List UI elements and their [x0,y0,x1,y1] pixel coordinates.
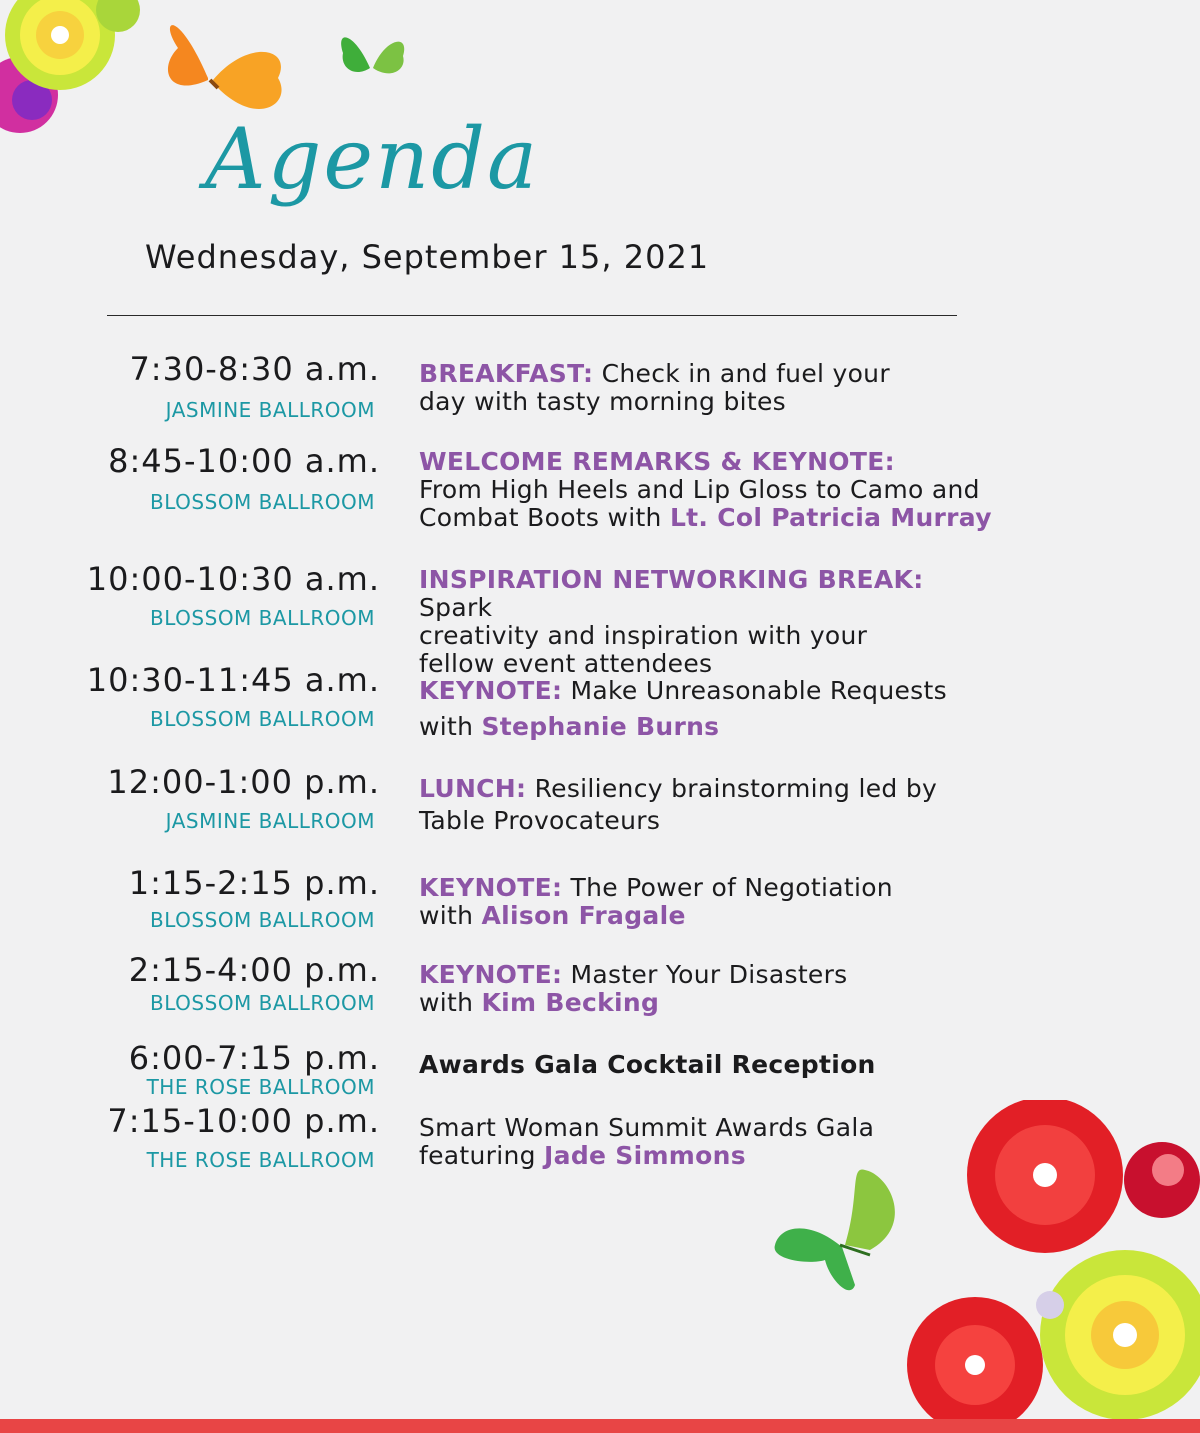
session-label: WELCOME REMARKS & KEYNOTE: [419,447,895,476]
room-name: BLOSSOM BALLROOM [150,606,375,630]
time-slot: 2:15-4:00 p.m. [128,951,380,989]
room-name: JASMINE BALLROOM [165,398,375,422]
speaker-name: Lt. Col Patricia Murray [669,503,992,532]
room-name: THE ROSE BALLROOM [146,1075,375,1099]
green-butterfly-icon [770,1165,910,1300]
page-title: Agenda [205,110,540,208]
time-slot: 7:30-8:30 a.m. [129,350,380,388]
speaker-name: Alison Fragale [481,901,686,930]
time-slot: 6:00-7:15 p.m. [128,1039,380,1077]
flower-cluster-icon [900,1100,1200,1420]
session-description: INSPIRATION NETWORKING BREAK: Spark creativity and inspiration with your fellow event attendees [419,565,924,678]
time-slot: 8:45-10:00 a.m. [108,442,380,480]
flower-cluster-icon [0,0,150,160]
room-name: BLOSSOM BALLROOM [150,707,375,731]
time-slot: 12:00-1:00 p.m. [107,763,380,801]
session-description: Awards Gala Cocktail Reception [419,1050,876,1079]
session-label: KEYNOTE: [419,676,563,705]
room-name: JASMINE BALLROOM [165,809,375,833]
session-description: KEYNOTE: The Power of Negotiation with Alison Fragale [419,873,893,930]
time-slot: 10:00-10:30 a.m. [86,560,380,598]
session-description: KEYNOTE: Master Your Disasters with Kim Becking [419,960,848,1017]
room-name: BLOSSOM BALLROOM [150,908,375,932]
event-date: Wednesday, September 15, 2021 [145,238,710,276]
session-label: BREAKFAST: [419,359,594,388]
session-description: Smart Woman Summit Awards Gala featuring Jade Simmons [419,1113,875,1170]
session-label: KEYNOTE: [419,960,563,989]
time-slot: 1:15-2:15 p.m. [128,864,380,902]
green-butterfly-icon [335,28,410,83]
session-description: KEYNOTE: Make Unreasonable Requests with Stephanie Burns [419,676,947,741]
session-description: WELCOME REMARKS & KEYNOTE: From High Heels and Lip Gloss to Camo and Combat Boots with Lt. Col Patricia Murray [419,447,992,532]
session-label: KEYNOTE: [419,873,563,902]
room-name: BLOSSOM BALLROOM [150,991,375,1015]
session-description: BREAKFAST: Check in and fuel your day with tasty morning bites [419,359,890,416]
room-name: BLOSSOM BALLROOM [150,490,375,514]
speaker-name: Jade Simmons [544,1141,746,1170]
time-slot: 10:30-11:45 a.m. [86,661,380,699]
session-label: LUNCH: [419,774,527,803]
speaker-name: Stephanie Burns [481,712,720,741]
time-slot: 7:15-10:00 p.m. [107,1102,380,1140]
room-name: THE ROSE BALLROOM [146,1148,375,1172]
divider [107,315,957,316]
speaker-name: Kim Becking [481,988,660,1017]
session-label: INSPIRATION NETWORKING BREAK: [419,565,924,594]
bottom-bar [0,1419,1200,1433]
session-description: LUNCH: Resiliency brainstorming led by Table Provocateurs [419,774,938,835]
